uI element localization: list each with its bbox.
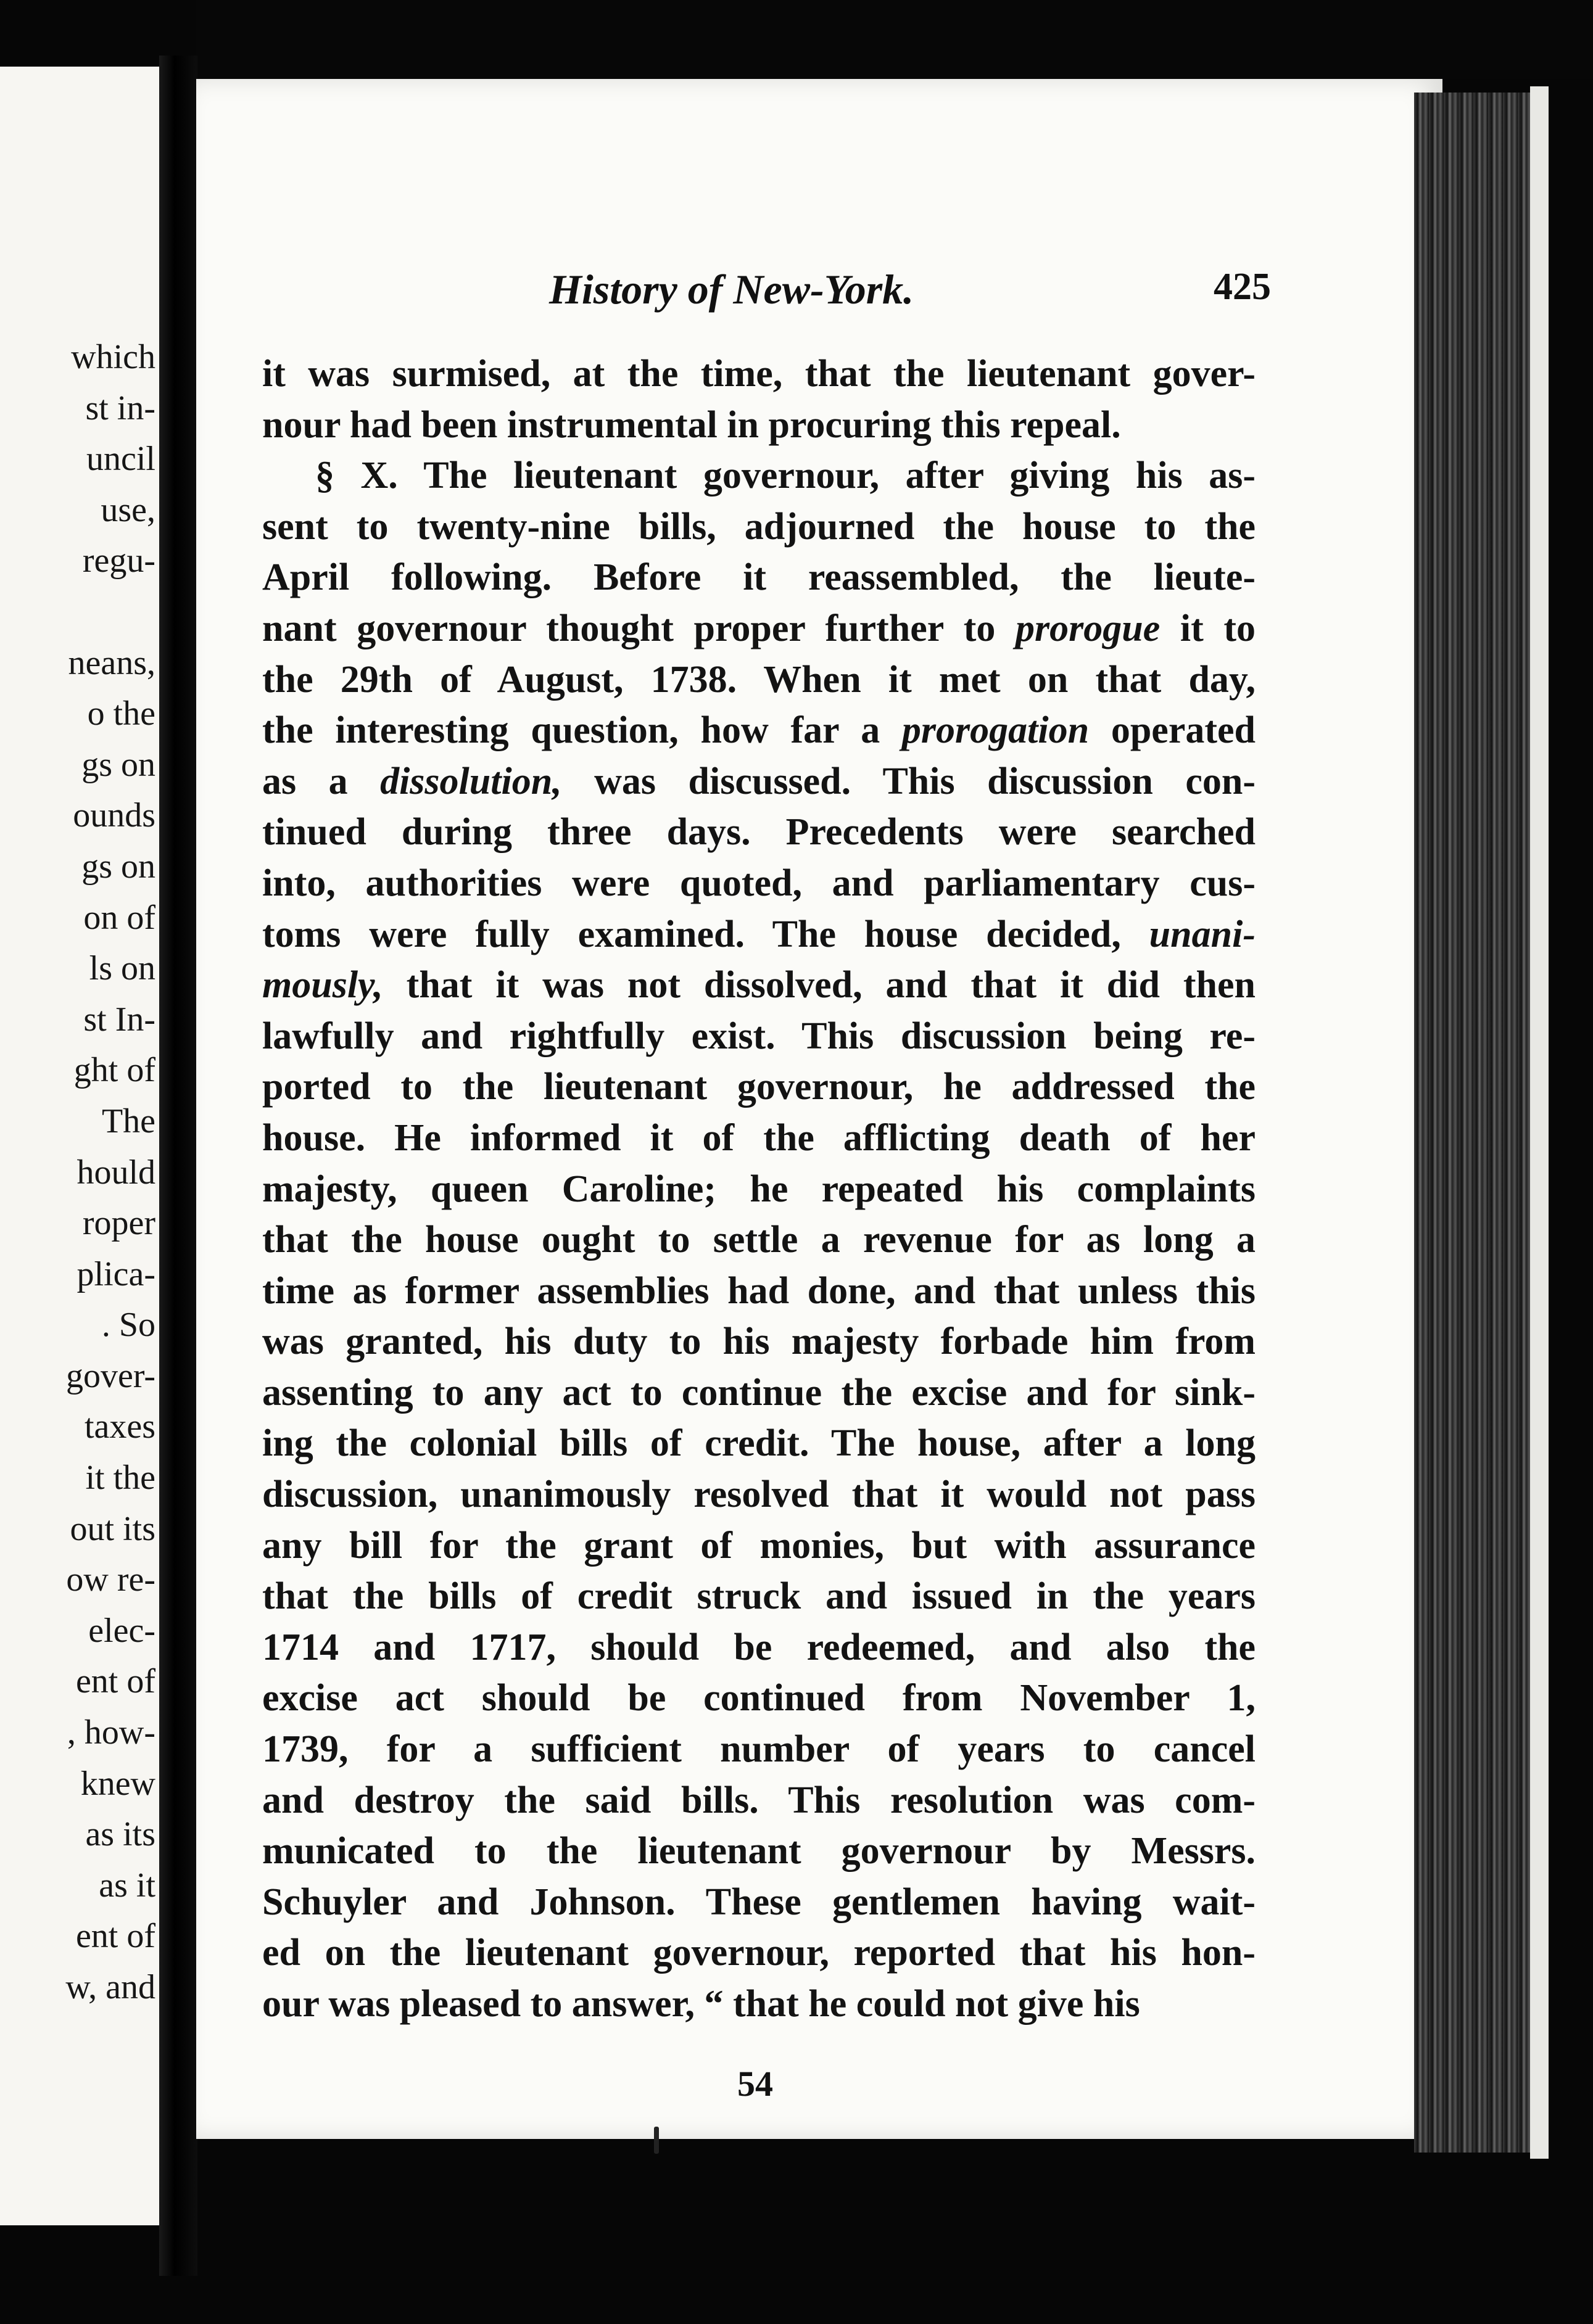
- text-line: § X. The lieutenant governour, after giving his as-: [315, 455, 1256, 497]
- facing-page-line: ent of: [75, 1917, 155, 1956]
- facing-page-line: st In-: [83, 1000, 155, 1039]
- facing-page-line: which: [71, 338, 155, 376]
- text-line: excise act should be continued from November 1,: [262, 1677, 1256, 1720]
- text-line: discussion, unanimously resolved that it would not pass: [262, 1473, 1256, 1516]
- facing-page-line: as its: [85, 1815, 155, 1854]
- facing-page-line: ounds: [73, 796, 155, 835]
- facing-page-line: roper: [82, 1204, 155, 1243]
- text-line: 1739, for a sufficient number of years to cancel: [262, 1728, 1256, 1771]
- facing-page-line: it the: [85, 1459, 155, 1498]
- text-line: as a dissolution, was discussed. This discussion con-: [262, 760, 1256, 802]
- facing-page-line: gs on: [81, 847, 155, 886]
- facing-page-line: taxes: [84, 1407, 155, 1446]
- text-line: Schuyler and Johnson. These gentlemen having wait-: [262, 1881, 1256, 1923]
- text-line: into, authorities were quoted, and parliamentary cus-: [262, 862, 1256, 904]
- text-line: that the bills of credit struck and issued in the years: [262, 1575, 1256, 1618]
- text-line: our was pleased to answer, “ that he could not give his: [262, 1983, 1140, 2025]
- text-line: April following. Before it reassembled, the lieute-: [262, 556, 1256, 599]
- ink-speck: [654, 2127, 659, 2154]
- running-head-title: History of New-York.: [549, 266, 914, 313]
- facing-page-text: [0, 332, 155, 2013]
- page-edge-highlight: [1530, 86, 1549, 2159]
- text-line: nant governour thought proper further to prorogue it to: [262, 607, 1256, 649]
- text-line: majesty, queen Caroline; he repeated his complaints: [262, 1168, 1256, 1210]
- text-line: ing the colonial bills of credit. The house, after a long: [262, 1422, 1256, 1465]
- facing-page-line: on of: [83, 898, 155, 937]
- text-line: 1714 and 1717, should be redeemed, and also the: [262, 1626, 1256, 1668]
- facing-page-line: uncil: [86, 440, 155, 479]
- facing-page-line: knew: [80, 1764, 155, 1803]
- facing-page-line: as it: [99, 1866, 155, 1905]
- facing-page-line: o the: [87, 694, 155, 733]
- facing-page-line: gover-: [65, 1356, 155, 1395]
- facing-page-line: ls on: [89, 949, 155, 988]
- facing-page-line: [0, 587, 155, 638]
- facing-page-line: hould: [77, 1153, 155, 1192]
- book-gutter: [159, 56, 197, 2276]
- page-edges-stack: [1414, 93, 1541, 2153]
- body-text: [262, 348, 1256, 2030]
- facing-page-line: ent of: [75, 1662, 155, 1701]
- text-line: and destroy the said bills. This resolution was com-: [262, 1779, 1256, 1821]
- facing-page-line: use,: [101, 490, 155, 529]
- facing-page-line: regu-: [82, 542, 155, 580]
- page-number: 425: [1214, 266, 1271, 308]
- text-line: assenting to any act to continue the excise and for sink-: [262, 1371, 1256, 1414]
- text-line: time as former assemblies had done, and that unless this: [262, 1269, 1256, 1312]
- text-line: it was surmised, at the time, that the lieutenant gover-: [262, 353, 1256, 395]
- text-line: ported to the lieutenant governour, he addressed the: [262, 1066, 1256, 1108]
- facing-page-line: . So: [101, 1306, 155, 1345]
- text-line: house. He informed it of the afflicting death of her: [262, 1116, 1256, 1159]
- facing-page-line: The: [101, 1102, 155, 1140]
- text-line: toms were fully examined. The house decided, unani-: [262, 913, 1256, 955]
- facing-page-line: out its: [70, 1509, 155, 1548]
- text-line: tinued during three days. Precedents were searched: [262, 811, 1256, 854]
- text-line: municated to the lieutenant governour by Messrs.: [262, 1830, 1256, 1873]
- text-line: lawfully and rightfully exist. This discussion being re-: [262, 1015, 1256, 1057]
- facing-page-line: ght of: [73, 1051, 155, 1090]
- text-line: nour had been instrumental in procuring this repeal.: [262, 403, 1121, 446]
- facing-page-line: neans,: [68, 643, 155, 682]
- running-head: [549, 265, 1271, 327]
- facing-page-line: gs on: [81, 745, 155, 784]
- facing-page-fragment: [0, 67, 159, 2225]
- scan-background-top: [196, 0, 1593, 79]
- text-line: that the house ought to settle a revenue for as long a: [262, 1219, 1256, 1261]
- text-line: was granted, his duty to his majesty forbade him from: [262, 1321, 1256, 1363]
- facing-page-line: w, and: [65, 1968, 155, 2006]
- facing-page-line: , how-: [67, 1713, 155, 1752]
- signature-mark: 54: [737, 2064, 773, 2104]
- text-line: sent to twenty-nine bills, adjourned the house to the: [262, 505, 1256, 548]
- facing-page-line: ow re-: [66, 1560, 155, 1599]
- text-line: any bill for the grant of monies, but with assurance: [262, 1524, 1256, 1567]
- facing-page-line: plica-: [77, 1255, 155, 1293]
- facing-page-line: st in-: [85, 389, 155, 427]
- text-line: ed on the lieutenant governour, reported that his hon-: [262, 1932, 1256, 1974]
- text-line: mously, that it was not dissolved, and that it did then: [262, 964, 1256, 1007]
- text-line: the 29th of August, 1738. When it met on that day,: [262, 658, 1256, 701]
- facing-page-line: elec-: [88, 1611, 155, 1650]
- text-line: the interesting question, how far a prorogation operated: [262, 709, 1256, 752]
